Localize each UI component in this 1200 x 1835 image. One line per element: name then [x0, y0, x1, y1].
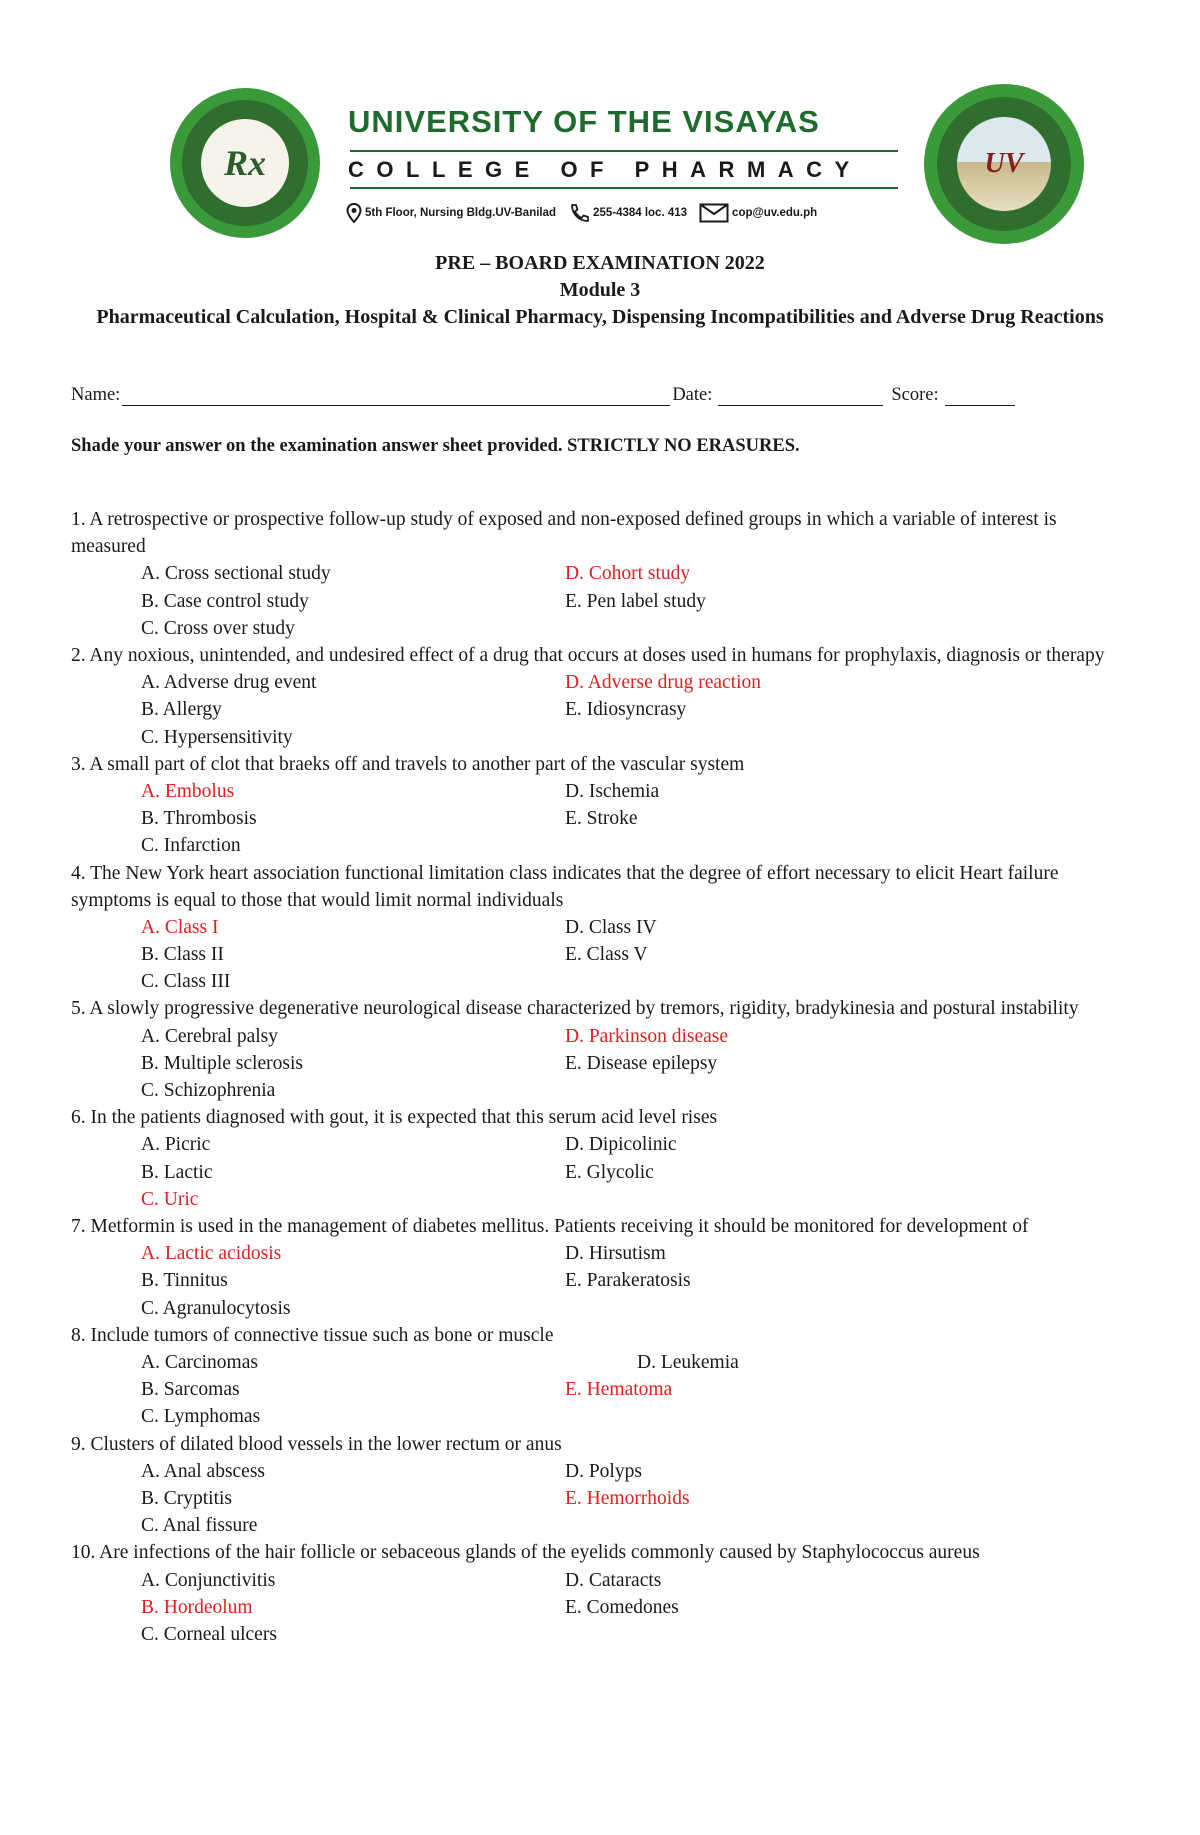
answer-option: B. Sarcomas	[141, 1379, 240, 1401]
answer-option: C. Corneal ulcers	[141, 1623, 277, 1645]
divider	[350, 150, 898, 152]
correct-answer-option: B. Hordeolum	[141, 1596, 253, 1618]
answer-option: C. Hypersensitivity	[141, 726, 293, 748]
student-info-row	[71, 385, 1017, 406]
option-row	[141, 560, 1131, 587]
option-row	[141, 1594, 1131, 1621]
answer-option: B. Multiple sclerosis	[141, 1052, 303, 1074]
option-row	[141, 1376, 1131, 1403]
answer-option: E. Idiosyncrasy	[565, 699, 687, 721]
question-item	[71, 1322, 1131, 1431]
answer-option: E. Class V	[565, 944, 648, 966]
question-stem: 9. Clusters of dilated blood vessels in the lower rectum or anus	[71, 1433, 562, 1455]
question-stem: 2. Any noxious, unintended, and undesired effect of a drug that occurs at doses used in humans for prophylaxis, diagnosis or therapy	[71, 644, 1105, 666]
option-row	[141, 1077, 1131, 1104]
answer-option: C. Lymphomas	[141, 1406, 261, 1428]
correct-answer-option: D. Cohort study	[565, 563, 691, 585]
question-item	[71, 1213, 1131, 1322]
answer-option: A. Cross sectional study	[141, 563, 331, 585]
answer-option: A. Adverse drug event	[141, 672, 317, 694]
name-label: Name:	[71, 385, 121, 405]
correct-answer-option: C. Uric	[141, 1188, 199, 1210]
option-row	[141, 1267, 1131, 1294]
university-seal-logo	[170, 88, 320, 238]
answer-option: D. Polyps	[565, 1460, 642, 1482]
option-row	[141, 1050, 1131, 1077]
answer-options	[71, 1458, 1131, 1540]
answer-option: E. Comedones	[565, 1596, 679, 1618]
answer-options	[71, 1567, 1131, 1649]
answer-option: C. Cross over study	[141, 617, 295, 639]
question-stem: 8. Include tumors of connective tissue such as bone or muscle	[71, 1324, 554, 1346]
answer-options	[71, 914, 1131, 996]
option-row	[141, 1458, 1131, 1485]
answer-option: C. Class III	[141, 971, 231, 993]
question-item	[71, 1104, 1131, 1213]
answer-option: B. Case control study	[141, 590, 309, 612]
question-item	[71, 860, 1131, 996]
answer-option: B. Thrombosis	[141, 808, 257, 830]
option-row	[141, 805, 1131, 832]
subject-title: Pharmaceutical Calculation, Hospital & Clinical Pharmacy, Dispensing Incompatibilities and Adverse Drug Reactions	[96, 306, 1104, 328]
envelope-icon	[699, 203, 729, 223]
option-row	[141, 1023, 1131, 1050]
answer-option: B. Allergy	[141, 699, 222, 721]
option-row	[141, 1485, 1131, 1512]
correct-answer-option: E. Hemorrhoids	[565, 1487, 690, 1509]
correct-answer-option: A. Lactic acidosis	[141, 1243, 282, 1265]
option-row	[141, 615, 1131, 642]
answer-option: D. Class IV	[565, 916, 657, 938]
answer-option: E. Stroke	[565, 808, 638, 830]
option-row	[141, 941, 1131, 968]
answer-option: E. Parakeratosis	[565, 1270, 691, 1292]
question-item	[71, 642, 1131, 751]
option-row	[141, 1512, 1131, 1539]
answer-option: B. Tinnitus	[141, 1270, 228, 1292]
correct-answer-option: A. Class I	[141, 916, 219, 938]
question-stem: 5. A slowly progressive degenerative neurological disease characterized by tremors, rigidity, bradykinesia and postural instability	[71, 998, 1079, 1020]
question-stem: 3. A small part of clot that braeks off and travels to another part of the vascular system	[71, 753, 745, 775]
email-text: cop@uv.edu.ph	[732, 207, 818, 219]
answer-option: E. Pen label study	[565, 590, 706, 612]
letterhead	[0, 0, 1200, 245]
answer-options	[71, 1131, 1131, 1213]
option-row	[141, 1131, 1131, 1158]
option-row	[141, 1349, 1131, 1376]
answer-option: E. Disease epilepsy	[565, 1052, 718, 1074]
option-row	[141, 1567, 1131, 1594]
answer-option: E. Glycolic	[565, 1161, 654, 1183]
exam-instructions: Shade your answer on the examination answer sheet provided. STRICTLY NO ERASURES.	[71, 436, 800, 456]
location-pin-icon	[346, 203, 362, 223]
option-row	[141, 968, 1131, 995]
option-row	[141, 778, 1131, 805]
answer-option: A. Carcinomas	[141, 1351, 258, 1373]
correct-answer-option: D. Parkinson disease	[565, 1025, 729, 1047]
question-stem: 4. The New York heart association functional limitation class indicates that the degree of effort necessary to elicit Heart failure symptoms is equal to those that would limit normal individuals	[71, 862, 1059, 911]
option-row	[141, 1240, 1131, 1267]
question-item	[71, 1431, 1131, 1540]
answer-option: A. Picric	[141, 1134, 211, 1156]
question-item	[71, 751, 1131, 860]
option-row	[141, 1159, 1131, 1186]
answer-option: D. Hirsutism	[565, 1243, 666, 1265]
college-name: COLLEGE OF PHARMACY	[348, 157, 862, 182]
option-row	[141, 1403, 1131, 1430]
answer-option: D. Ischemia	[565, 780, 660, 802]
question-stem: 7. Metformin is used in the management of diabetes mellitus. Patients receiving it should be monitored for development of	[71, 1216, 1029, 1237]
answer-option: A. Conjunctivitis	[141, 1569, 276, 1591]
answer-option: C. Schizophrenia	[141, 1080, 276, 1102]
exam-title: PRE – BOARD EXAMINATION 2022	[435, 252, 765, 274]
rx-emblem: Rx	[201, 119, 289, 207]
answer-options	[71, 560, 1131, 642]
answer-option: D. Leukemia	[637, 1351, 739, 1373]
option-row	[141, 696, 1131, 723]
answer-option: A. Anal abscess	[141, 1460, 266, 1482]
question-list	[71, 506, 1131, 1648]
campus-seal-logo	[924, 84, 1084, 244]
module-label: Module 3	[559, 279, 641, 301]
answer-options	[71, 1349, 1131, 1431]
option-row	[141, 1295, 1131, 1322]
answer-options	[71, 1240, 1131, 1322]
option-row	[141, 669, 1131, 696]
phone-text: 255-4384 loc. 413	[593, 207, 688, 219]
question-item	[71, 506, 1131, 642]
answer-option: B. Class II	[141, 944, 224, 966]
question-stem: 10. Are infections of the hair follicle or sebaceous glands of the eyelids commonly caused by Staphylococcus aureus	[71, 1542, 980, 1564]
answer-option: C. Anal fissure	[141, 1515, 258, 1537]
answer-option: C. Agranulocytosis	[141, 1297, 291, 1319]
contact-info	[346, 203, 829, 223]
question-stem: 1. A retrospective or prospective follow-up study of exposed and non-exposed defined groups in which a variable of interest is measured	[71, 509, 1057, 558]
answer-options	[71, 778, 1131, 860]
answer-option: B. Lactic	[141, 1161, 213, 1183]
option-row	[141, 1621, 1131, 1648]
answer-option: D. Dipicolinic	[565, 1134, 677, 1156]
address-text: 5th Floor, Nursing Bldg.UV-Banilad	[365, 207, 557, 219]
option-row	[141, 914, 1131, 941]
correct-answer-option: D. Adverse drug reaction	[565, 672, 762, 694]
question-item	[71, 1539, 1131, 1648]
answer-options	[71, 669, 1131, 751]
answer-option: C. Infarction	[141, 835, 241, 857]
answer-options	[71, 1023, 1131, 1105]
option-row	[141, 724, 1131, 751]
option-row	[141, 832, 1131, 859]
answer-option: B. Cryptitis	[141, 1487, 233, 1509]
correct-answer-option: A. Embolus	[141, 780, 235, 802]
correct-answer-option: E. Hematoma	[565, 1379, 673, 1401]
score-label: Score:	[891, 385, 939, 405]
divider	[350, 187, 898, 189]
option-row	[141, 588, 1131, 615]
name-field[interactable]	[122, 385, 670, 406]
date-label: Date:	[672, 385, 713, 405]
question-stem: 6. In the patients diagnosed with gout, it is expected that this serum acid level rises	[71, 1107, 718, 1129]
phone-icon	[568, 203, 590, 223]
option-row	[141, 1186, 1131, 1213]
score-field[interactable]	[945, 385, 1015, 406]
date-field[interactable]	[718, 385, 883, 406]
university-name: UNIVERSITY OF THE VISAYAS	[348, 104, 820, 139]
answer-option: D. Cataracts	[565, 1569, 662, 1591]
question-item	[71, 995, 1131, 1104]
campus-emblem: UV	[957, 117, 1051, 211]
answer-option: A. Cerebral palsy	[141, 1025, 278, 1047]
exam-heading	[0, 250, 1200, 331]
